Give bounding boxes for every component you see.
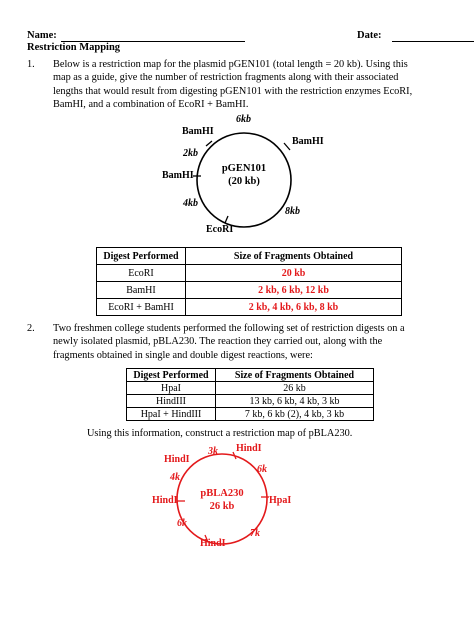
map1-site-ecori: EcoRI [206,224,234,235]
question-2-instruction: Using this information, construct a restriction map of pBLA230. [87,428,353,439]
table-cell-digest: BamHI [97,282,186,299]
map2-distance-upper-right: 6k [257,464,267,475]
map1-plasmid-name: pGEN101 [221,163,267,174]
map1-plasmid-size: (20 kb) [228,176,260,187]
table-header-row [97,248,402,265]
question-1-line: Below is a restriction map for the plasmid pGEN101 (total length = 20 kb). Using this [53,59,408,70]
table-row [127,395,374,408]
question-1-number: 1. [27,59,35,70]
map1-site-bamhi-left: BamHI [162,170,194,181]
map2-site-hindi-left: HindI [152,495,178,506]
table-row [97,265,402,282]
question-1-table [96,247,402,316]
map2-site-hindi-bottom: HindI [200,538,226,549]
table-header-digest: Digest Performed [127,369,216,382]
map2-plasmid-size: 26 kb [209,501,235,512]
name-label: Name: [27,30,57,41]
table-cell-fragments: 7 kb, 6 kb (2), 4 kb, 3 kb [216,408,374,421]
question-2-text [53,322,463,362]
map2-distance-lower-right: 7k [250,528,260,539]
question-2-table [126,368,374,421]
question-1-line: map as a guide, give the number of restriction fragments along with their associated [53,72,399,84]
map1-distance-left-upper: 2kb [183,148,198,159]
map2-site-hpai-right: HpaI [269,495,292,506]
question-1-line: lengths that would result from digesting pGEN101 with the restriction enzymes EcoRI, [53,85,413,97]
table-header-row [127,369,374,382]
date-label: Date: [357,30,382,41]
map1-distance-top: 6kb [236,114,251,125]
map1-plasmid-label [214,162,274,188]
bamhi-top-left-tick [206,141,212,146]
table-header-fragments: Size of Fragments Obtained [186,248,402,265]
map2-distance-top: 3k [208,446,218,457]
map2-distance-lower-left: 6k [177,518,187,529]
table-cell-digest: EcoRI + BamHI [97,299,186,316]
map2-distance-upper-left: 4k [170,472,180,483]
table-row [127,382,374,395]
question-2-number: 2. [27,323,35,334]
table-cell-digest: HindIII [127,395,216,408]
question-2-line: Two freshmen college students performed the following set of restriction digests on a [53,323,405,334]
question-2-line: fragments obtained in single and double digest reactions, were: [53,349,313,361]
table-header-digest: Digest Performed [97,248,186,265]
table-cell-digest: EcoRI [97,265,186,282]
table-cell-digest: HpaI + HindIII [127,408,216,421]
map2-plasmid-label [192,487,252,513]
question-1-line: BamHI, and a combination of EcoRI + BamHI. [53,99,249,111]
map2-plasmid-name: pBLA230 [200,488,244,499]
map1-distance-right: 8kb [285,206,300,217]
table-cell-answer: 2 kb, 4 kb, 6 kb, 8 kb [186,299,402,316]
table-row [127,408,374,421]
map1-site-bamhi-top-left: BamHI [182,126,214,137]
table-row [97,282,402,299]
map2-site-hindi-top-left: HindI [164,454,190,465]
map2-site-hindi-top: HindI [236,443,262,454]
map1-site-bamhi-top-right: BamHI [292,136,324,147]
table-cell-answer: 2 kb, 6 kb, 12 kb [186,282,402,299]
table-row [97,299,402,316]
table-cell-fragments: 13 kb, 6 kb, 4 kb, 3 kb [216,395,374,408]
question-2-line: newly isolated plasmid, pBLA230. The reaction they carried out, along with the [53,336,383,348]
bamhi-top-right-tick [284,143,290,150]
page-title: Restriction Mapping [27,42,121,53]
map1-distance-left-lower: 4kb [183,198,198,209]
table-cell-fragments: 26 kb [216,382,374,395]
table-header-fragments: Size of Fragments Obtained [216,369,374,382]
table-cell-digest: HpaI [127,382,216,395]
table-cell-answer: 20 kb [186,265,402,282]
ecori-tick [225,216,228,223]
